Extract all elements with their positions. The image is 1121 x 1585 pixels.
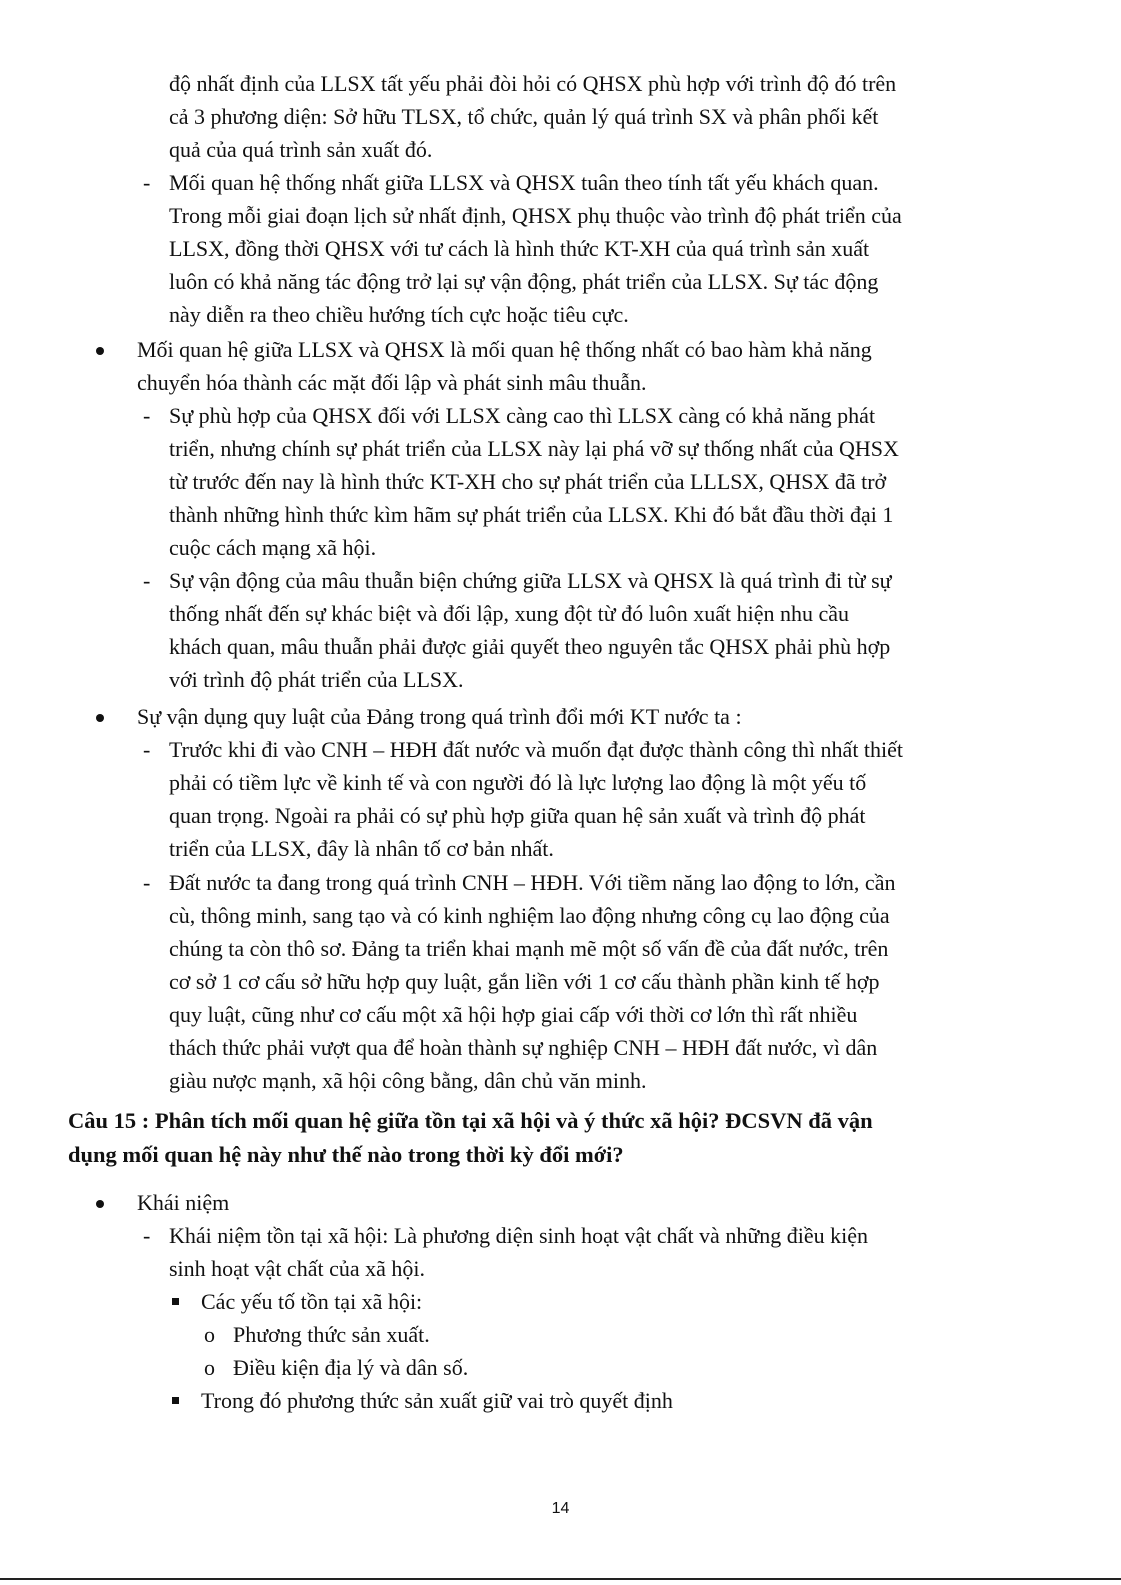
text-line: quan trọng. Ngoài ra phải có sự phù hợp giữa quan hệ sản xuất và trình độ phát [169, 803, 866, 828]
text-line: độ nhất định của LLSX tất yếu phải đòi hỏi có QHSX phù hợp với trình độ đó trên [169, 71, 897, 96]
text-line: Đất nước ta đang trong quá trình CNH – HĐH. Với tiềm năng lao động to lớn, cần [169, 870, 896, 895]
text-line: Điều kiện địa lý và dân số. [233, 1355, 469, 1380]
question-heading: dụng mối quan hệ này như thế nào trong thời kỳ đổi mới? [68, 1142, 624, 1167]
text-line: Trước khi đi vào CNH – HĐH đất nước và muốn đạt được thành công thì nhất thiết [169, 737, 904, 762]
text-line: luôn có khả năng tác động trở lại sự vận động, phát triển của LLSX. Sự tác động [169, 269, 879, 294]
text-line: Phương thức sản xuất. [233, 1322, 430, 1347]
text-line: cù, thông minh, sang tạo và có kinh nghiệm lao động nhưng công cụ lao động của [169, 903, 890, 928]
text-line: thành những hình thức kìm hãm sự phát triển của LLSX. Khi đó bắt đầu thời đại 1 [169, 502, 894, 527]
text-line: từ trước đến nay là hình thức KT-XH cho sự phát triển của LLLSX, QHSX đã trở [169, 469, 887, 494]
dash-marker: - [143, 870, 151, 895]
text-line: triển, nhưng chính sự phát triển của LLSX này lại phá vỡ sự thống nhất của QHSX [169, 436, 899, 461]
text-line: LLSX, đồng thời QHSX với tư cách là hình thức KT-XH của quá trình sản xuất [169, 236, 870, 261]
text-line: Sự phù hợp của QHSX đối với LLSX càng cao thì LLSX càng có khả năng phát [169, 403, 876, 428]
text-line: Mối quan hệ thống nhất giữa LLSX và QHSX tuân theo tính tất yếu khách quan. [169, 170, 879, 195]
bullet-icon [96, 1200, 104, 1208]
text-line: Khái niệm tồn tại xã hội: Là phương diện sinh hoạt vật chất và những điều kiện [169, 1223, 868, 1248]
text-line: Các yếu tố tồn tại xã hội: [201, 1289, 423, 1314]
circle-marker: o [204, 1355, 215, 1380]
text-line: chuyển hóa thành các mặt đối lập và phát sinh mâu thuẫn. [137, 370, 647, 395]
page-number: 14 [551, 1500, 570, 1517]
text-line: Khái niệm [137, 1190, 230, 1215]
text-line: cơ sở 1 cơ cấu sở hữu hợp quy luật, gắn liền với 1 cơ cấu thành phần kinh tế hợp [169, 969, 880, 994]
text-line: khách quan, mâu thuẫn phải được giải quyết theo nguyên tắc QHSX phải phù hợp [169, 634, 891, 659]
dash-marker: - [143, 568, 151, 593]
dash-marker: - [143, 170, 151, 195]
text-line: chúng ta còn thô sơ. Đảng ta triển khai mạnh mẽ một số vấn đề của đất nước, trên [169, 936, 889, 961]
bullet-icon [96, 714, 104, 722]
dash-marker: - [143, 737, 151, 762]
text-line: với trình độ phát triển của LLSX. [169, 667, 464, 692]
text-line: cả 3 phương diện: Sở hữu TLSX, tổ chức, quản lý quá trình SX và phân phối kết [169, 104, 879, 129]
text-line: sinh hoạt vật chất của xã hội. [169, 1256, 425, 1281]
question-heading: Câu 15 : Phân tích mối quan hệ giữa tồn tại xã hội và ý thức xã hội? ĐCSVN đã vận [68, 1108, 873, 1133]
bottom-divider [0, 1578, 1121, 1580]
text-line: triển của LLSX, đây là nhân tố cơ bản nhất. [169, 836, 554, 861]
dash-marker: - [143, 403, 151, 428]
text-line: quả của quá trình sản xuất đó. [169, 137, 433, 162]
circle-marker: o [204, 1322, 215, 1347]
text-line: Trong đó phương thức sản xuất giữ vai trò quyết định [201, 1388, 673, 1413]
text-line: thách thức phải vượt qua để hoàn thành sự nghiệp CNH – HĐH đất nước, vì dân [169, 1035, 878, 1060]
text-line: giàu nược mạnh, xã hội công bằng, dân chủ văn minh. [169, 1068, 647, 1093]
text-line: cuộc cách mạng xã hội. [169, 535, 377, 560]
text-line: Sự vận động của mâu thuẫn biện chứng giữa LLSX và QHSX là quá trình đi từ sự [169, 568, 892, 593]
square-bullet-icon [172, 1397, 179, 1404]
text-line: Trong mỗi giai đoạn lịch sử nhất định, QHSX phụ thuộc vào trình độ phát triển của [169, 203, 902, 228]
text-line: thống nhất đến sự khác biệt và đối lập, xung đột từ đó luôn xuất hiện nhu cầu [169, 601, 850, 626]
square-bullet-icon [172, 1298, 179, 1305]
text-line: này diễn ra theo chiều hướng tích cực hoặc tiêu cực. [169, 302, 629, 327]
text-line: Mối quan hệ giữa LLSX và QHSX là mối quan hệ thống nhất có bao hàm khả năng [137, 337, 872, 362]
text-line: quy luật, cũng như cơ cấu một xã hội hợp giai cấp với thời cơ lớn thì rất nhiều [169, 1002, 858, 1027]
dash-marker: - [143, 1223, 151, 1248]
text-line: phải có tiềm lực về kinh tế và con người đó là lực lượng lao động là một yếu tố [169, 770, 867, 795]
text-line: Sự vận dụng quy luật của Đảng trong quá trình đổi mới KT nước ta : [137, 704, 742, 729]
bullet-icon [96, 347, 104, 355]
